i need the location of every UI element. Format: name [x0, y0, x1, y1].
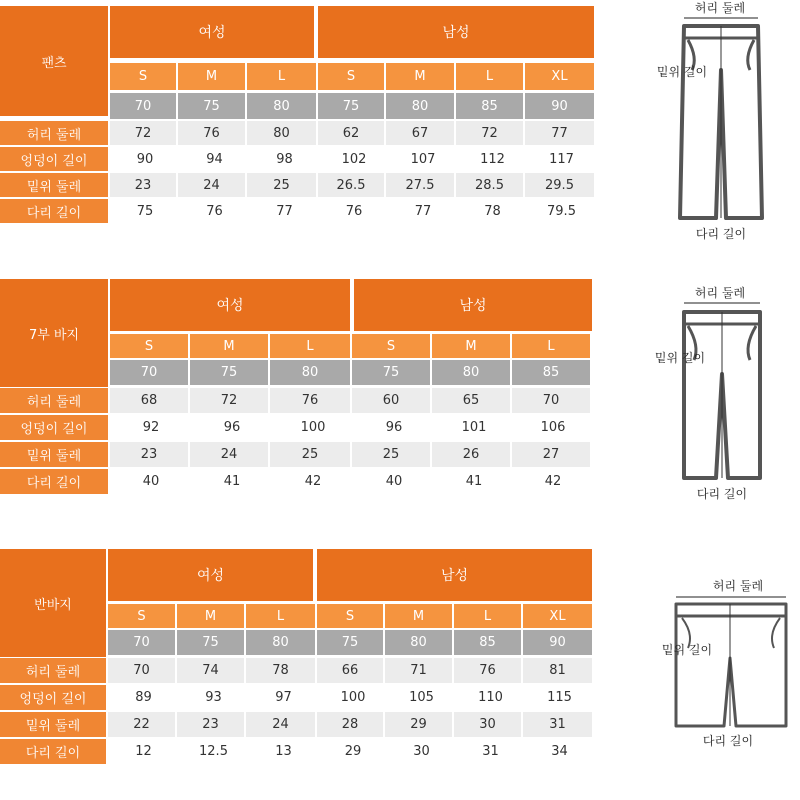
- value-cell: 66: [317, 658, 385, 683]
- leg-label: 다리 길이: [695, 227, 747, 241]
- waist-code-cell: 85: [456, 93, 525, 119]
- value-cell: 30: [454, 712, 523, 737]
- size-cell: S: [352, 334, 432, 358]
- table-row: [0, 121, 596, 145]
- value-cell: 40: [110, 469, 192, 494]
- value-cell: 41: [192, 469, 272, 494]
- value-cell: 28.5: [456, 173, 525, 197]
- size-cell: XL: [523, 604, 592, 628]
- waist-code-cell: 80: [385, 630, 454, 655]
- value-cell: 71: [385, 658, 454, 683]
- men-label: 남성: [440, 568, 469, 584]
- shorts-diagram: [640, 570, 790, 750]
- value-cell: 70: [512, 388, 590, 413]
- table-row: [0, 388, 592, 413]
- waist-code-cell: 70: [108, 630, 177, 655]
- value-cell: 27.5: [386, 173, 456, 197]
- size-cell: S: [108, 604, 177, 628]
- size-cell: S: [110, 63, 178, 90]
- table-row: [0, 415, 592, 440]
- value-cell: 92: [110, 415, 192, 440]
- size-cell: M: [385, 604, 454, 628]
- value-cell: 77: [388, 199, 458, 223]
- size-table-pants: [0, 6, 594, 221]
- leg-label: 다리 길이: [702, 734, 754, 748]
- waist-code-cell: 75: [317, 630, 385, 655]
- value-cell: 78: [246, 658, 317, 683]
- size-cell: M: [386, 63, 456, 90]
- value-cell: 26.5: [318, 173, 386, 197]
- waist-code-cell: 80: [386, 93, 456, 119]
- size-cell: L: [456, 63, 525, 90]
- waist-code-cell: 90: [525, 93, 594, 119]
- size-cell: L: [454, 604, 523, 628]
- value-cell: 24: [190, 442, 270, 467]
- value-cell: 25: [247, 173, 318, 197]
- value-cell: 75: [110, 199, 180, 223]
- waist-code-row: [108, 630, 592, 655]
- value-cell: 29: [319, 739, 387, 764]
- value-cell: 31: [456, 739, 525, 764]
- waist-code-cell: 75: [178, 93, 247, 119]
- women-label: 여성: [216, 298, 244, 314]
- row-label: 엉덩이 길이: [0, 147, 108, 171]
- value-cell: 79.5: [527, 199, 596, 223]
- value-cell: 12: [108, 739, 179, 764]
- rise-label: 밑위 길이: [661, 643, 713, 657]
- table-title: [0, 549, 106, 657]
- value-cell: 107: [388, 147, 458, 171]
- row-label: 엉덩이 길이: [0, 415, 108, 440]
- size-cell: L: [512, 334, 590, 358]
- value-cell: 68: [110, 388, 190, 413]
- size-cell: S: [110, 334, 190, 358]
- table-title: [0, 6, 108, 116]
- value-cell: 105: [387, 685, 456, 710]
- row-label: 허리 둘레: [0, 658, 106, 683]
- waist-label: 허리 둘레: [694, 1, 746, 15]
- rise-label: 밑위 길이: [654, 351, 706, 365]
- size-row: [110, 334, 590, 358]
- waist-code-cell: 85: [454, 630, 523, 655]
- measure-rows: [0, 658, 594, 764]
- value-cell: 40: [354, 469, 434, 494]
- value-cell: 96: [192, 415, 272, 440]
- table-title-text: 7부 바지: [28, 327, 80, 343]
- waist-code-cell: 75: [318, 93, 386, 119]
- value-cell: 90: [110, 147, 180, 171]
- size-cell: S: [318, 63, 386, 90]
- value-cell: 26: [432, 442, 512, 467]
- row-label: 허리 둘레: [0, 121, 108, 145]
- table-row: [0, 173, 596, 197]
- measure-rows: [0, 121, 596, 223]
- men-header: [317, 549, 592, 601]
- value-cell: 42: [514, 469, 592, 494]
- value-cell: 67: [386, 121, 456, 145]
- value-cell: 23: [110, 173, 178, 197]
- size-cell: L: [247, 63, 318, 90]
- value-cell: 93: [179, 685, 248, 710]
- value-cell: 81: [523, 658, 592, 683]
- size-cell: M: [178, 63, 247, 90]
- waist-code-cell: 70: [110, 93, 178, 119]
- value-cell: 76: [454, 658, 523, 683]
- value-cell: 72: [110, 121, 178, 145]
- value-cell: 29: [385, 712, 454, 737]
- leg-label: 다리 길이: [696, 487, 748, 501]
- value-cell: 78: [458, 199, 527, 223]
- value-cell: 106: [514, 415, 592, 440]
- table-row: [0, 712, 594, 737]
- value-cell: 29.5: [525, 173, 594, 197]
- value-cell: 76: [180, 199, 249, 223]
- table-row: [0, 442, 592, 467]
- row-label: 밑위 둘레: [0, 442, 108, 467]
- waist-code-cell: 85: [512, 360, 590, 385]
- women-header: [110, 6, 316, 58]
- value-cell: 12.5: [179, 739, 248, 764]
- value-cell: 70: [108, 658, 177, 683]
- value-cell: 60: [352, 388, 432, 413]
- waist-label: 허리 둘레: [694, 286, 746, 300]
- value-cell: 96: [354, 415, 434, 440]
- value-cell: 80: [247, 121, 318, 145]
- value-cell: 42: [272, 469, 354, 494]
- value-cell: 28: [317, 712, 385, 737]
- table-row: [0, 658, 594, 683]
- size-cell: XL: [525, 63, 594, 90]
- waist-code-cell: 70: [110, 360, 190, 385]
- table-row: [0, 199, 596, 223]
- value-cell: 115: [525, 685, 594, 710]
- value-cell: 74: [177, 658, 246, 683]
- value-cell: 72: [456, 121, 525, 145]
- value-cell: 100: [272, 415, 354, 440]
- size-cell: M: [432, 334, 512, 358]
- size-cell: M: [177, 604, 246, 628]
- row-label: 다리 길이: [0, 199, 108, 223]
- value-cell: 98: [249, 147, 320, 171]
- value-cell: 77: [249, 199, 320, 223]
- value-cell: 110: [456, 685, 525, 710]
- value-cell: 89: [108, 685, 179, 710]
- size-cell: M: [190, 334, 270, 358]
- value-cell: 27: [512, 442, 590, 467]
- waist-code-cell: 80: [246, 630, 317, 655]
- size-row: [110, 63, 594, 90]
- men-header: [354, 279, 592, 331]
- value-cell: 23: [110, 442, 190, 467]
- size-row: [108, 604, 592, 628]
- row-label: 허리 둘레: [0, 388, 108, 413]
- waist-label: 허리 둘레: [712, 579, 764, 593]
- value-cell: 77: [525, 121, 594, 145]
- value-cell: 13: [248, 739, 319, 764]
- waist-code-row: [110, 360, 590, 385]
- waist-code-cell: 80: [270, 360, 352, 385]
- waist-code-cell: 80: [432, 360, 512, 385]
- pants-diagram: [640, 0, 790, 250]
- value-cell: 25: [352, 442, 432, 467]
- size-cell: L: [246, 604, 317, 628]
- value-cell: 76: [270, 388, 352, 413]
- waist-code-cell: 75: [177, 630, 246, 655]
- row-label: 다리 길이: [0, 739, 106, 764]
- value-cell: 76: [178, 121, 247, 145]
- table-row: [0, 147, 596, 171]
- table-title: [0, 279, 108, 387]
- women-label: 여성: [196, 568, 225, 584]
- value-cell: 41: [434, 469, 514, 494]
- row-label: 밑위 둘레: [0, 712, 106, 737]
- waist-code-cell: 80: [247, 93, 318, 119]
- value-cell: 100: [319, 685, 387, 710]
- value-cell: 72: [190, 388, 270, 413]
- value-cell: 76: [320, 199, 388, 223]
- size-cell: S: [317, 604, 385, 628]
- table-title-text: 반바지: [34, 597, 72, 613]
- value-cell: 23: [177, 712, 246, 737]
- men-label: 남성: [442, 25, 470, 41]
- table-row: [0, 469, 592, 494]
- waist-code-cell: 90: [523, 630, 592, 655]
- waist-code-row: [110, 93, 594, 119]
- women-header: [110, 279, 352, 331]
- waist-code-cell: 75: [190, 360, 270, 385]
- size-table-shorts: [0, 549, 592, 769]
- rise-label: 밑위 길이: [656, 65, 708, 79]
- value-cell: 25: [270, 442, 352, 467]
- value-cell: 117: [527, 147, 596, 171]
- value-cell: 34: [525, 739, 594, 764]
- row-label: 엉덩이 길이: [0, 685, 106, 710]
- women-label: 여성: [198, 25, 226, 41]
- value-cell: 101: [434, 415, 514, 440]
- value-cell: 65: [432, 388, 512, 413]
- women-header: [108, 549, 315, 601]
- value-cell: 62: [318, 121, 386, 145]
- men-label: 남성: [459, 298, 487, 314]
- value-cell: 102: [320, 147, 388, 171]
- size-table-cropped-pants: [0, 279, 592, 494]
- table-row: [0, 685, 594, 710]
- waist-code-cell: 75: [352, 360, 432, 385]
- value-cell: 22: [108, 712, 177, 737]
- value-cell: 97: [248, 685, 319, 710]
- row-label: 다리 길이: [0, 469, 108, 494]
- value-cell: 24: [178, 173, 247, 197]
- men-header: [318, 6, 594, 58]
- size-cell: L: [270, 334, 352, 358]
- row-label: 밑위 둘레: [0, 173, 108, 197]
- value-cell: 30: [387, 739, 456, 764]
- cropped-pants-diagram: [640, 280, 790, 505]
- measure-rows: [0, 388, 592, 494]
- value-cell: 31: [523, 712, 592, 737]
- value-cell: 24: [246, 712, 317, 737]
- value-cell: 112: [458, 147, 527, 171]
- table-title-text: 팬츠: [41, 55, 67, 71]
- value-cell: 94: [180, 147, 249, 171]
- table-row: [0, 739, 594, 764]
